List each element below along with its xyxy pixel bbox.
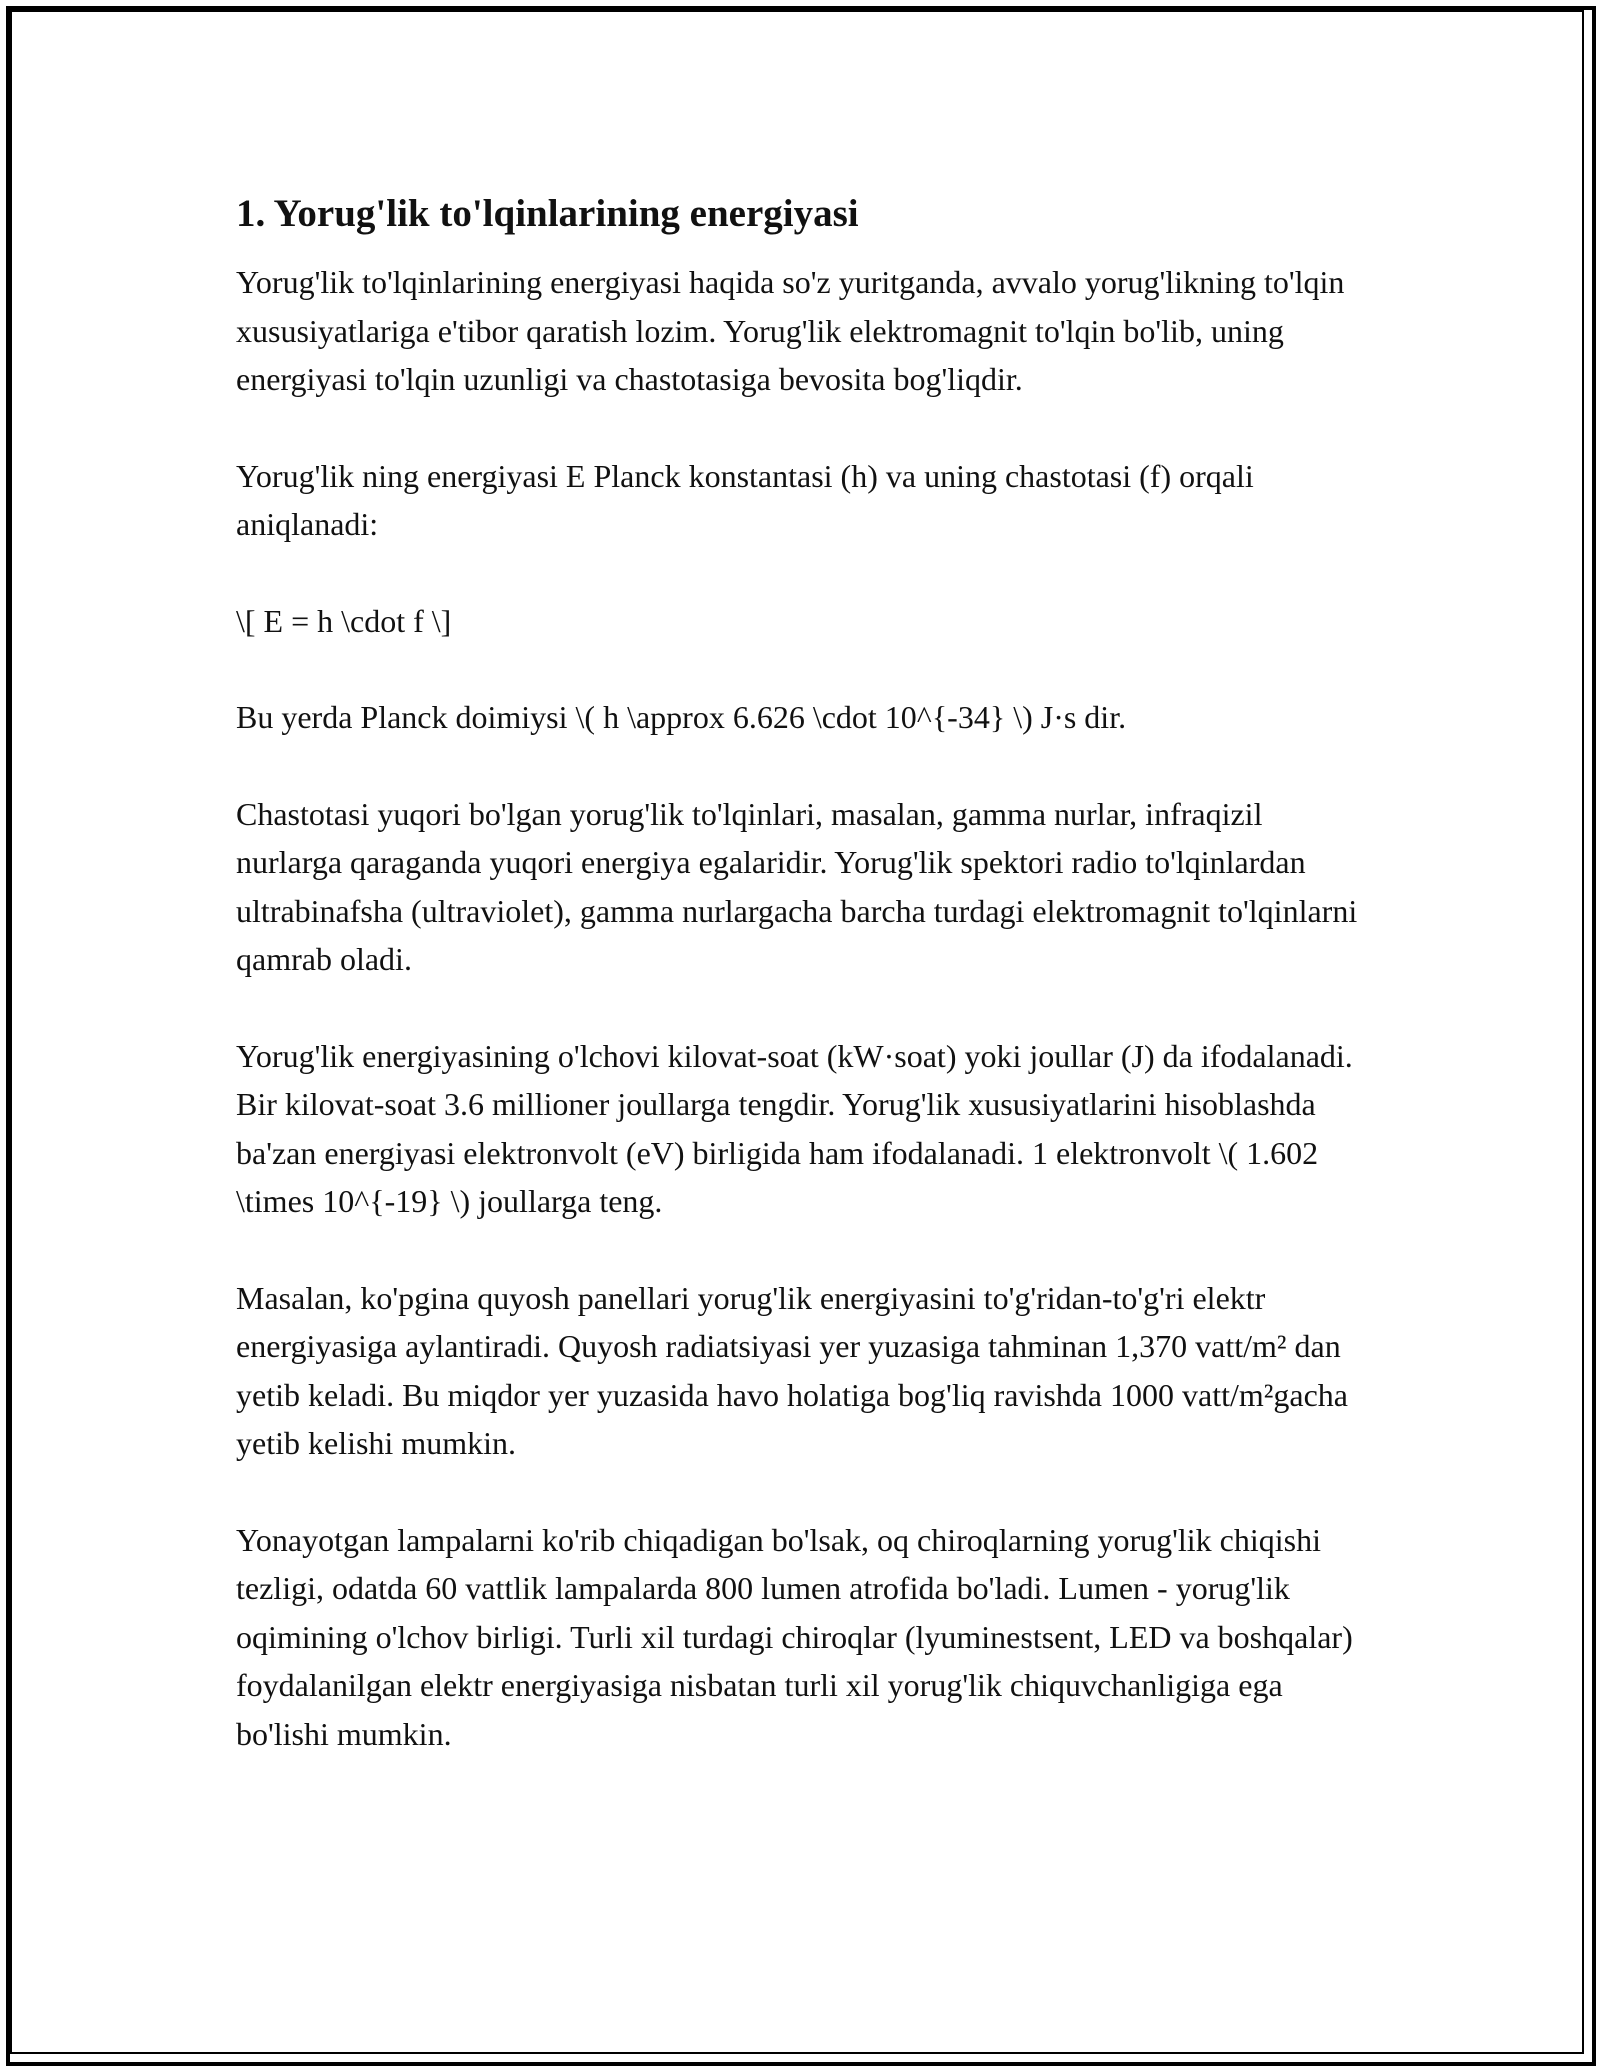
paragraph-solar: Masalan, ko'pgina quyosh panellari yorug'lik energiyasini to'g'ridan-to'g'ri elektr energiyasiga aylantiradi. Quyosh radiatsiyasi yer yuzasiga tahminan 1,370 vatt/m² dan yetib keladi. Bu miqdor yer yuzasida havo holatiga bog'liq ravishda 1000 vatt/m²gacha yetib kelishi mumkin. xyxy=(236,1279,1348,1461)
paragraph-spectrum: Chastotasi yuqori bo'lgan yorug'lik to'lqinlari, masalan, gamma nurlar, infraqizil nurlarga qaraganda yuqori energiya egalaridir. Yorug'lik spektori radio to'lqinlardan ultrabinafsha (ultraviolet), gamma nurlargacha barcha turdagi elektromagnit to'lqinlarni qamrab oladi. xyxy=(236,795,1358,977)
paragraph-units: Yorug'lik energiyasining o'lchovi kilovat-soat (kW·soat) yoki joullar (J) da ifodalanadi. Bir kilovat-soat 3.6 millioner joullarga tengdir. Yorug'lik xususiyatlarini hisoblashda ba'zan energiyasi elektronvolt (eV) birligida ham ifodalanadi. 1 elektronvolt \( 1.602 \times 10^{-19} \) joullarga teng. xyxy=(236,1037,1353,1219)
document-body xyxy=(236,188,1366,1806)
paragraph-intro: Yorug'lik to'lqinlarining energiyasi haqida so'z yuritganda, avvalo yorug'likning to'lqin xususiyatlariga e'tibor qaratish lozim. Yorug'lik elektromagnit to'lqin bo'lib, uning energiyasi to'lqin uzunligi va chastotasiga bevosita bog'liqdir. xyxy=(236,264,1345,397)
paragraph-formula: \[ E = h \cdot f \] xyxy=(236,602,452,639)
paragraph-lamps: Yonayotgan lampalarni ko'rib chiqadigan bo'lsak, oq chiroqlarning yorug'lik chiqishi tezligi, odatda 60 vattlik lampalarda 800 lumen atrofida bo'ladi. Lumen - yorug'lik oqimining o'lchov birligi. Turli xil turdagi chiroqlar (lyuminestsent, LED va boshqalar) foydalanilgan elektr energiyasiga nisbatan turli xil yorug'lik chiquvchanligiga ega bo'lishi mumkin. xyxy=(236,1521,1353,1752)
section-heading: 1. Yorug'lik to'lqinlarining energiyasi xyxy=(236,192,859,235)
paragraph-planck-definition: Yorug'lik ning energiyasi E Planck konstantasi (h) va uning chastotasi (f) orqali aniqlanadi: xyxy=(236,457,1254,542)
paragraph-planck-constant: Bu yerda Planck doimiysi \( h \approx 6.626 \cdot 10^{-34} \) J·s dir. xyxy=(236,699,1127,735)
